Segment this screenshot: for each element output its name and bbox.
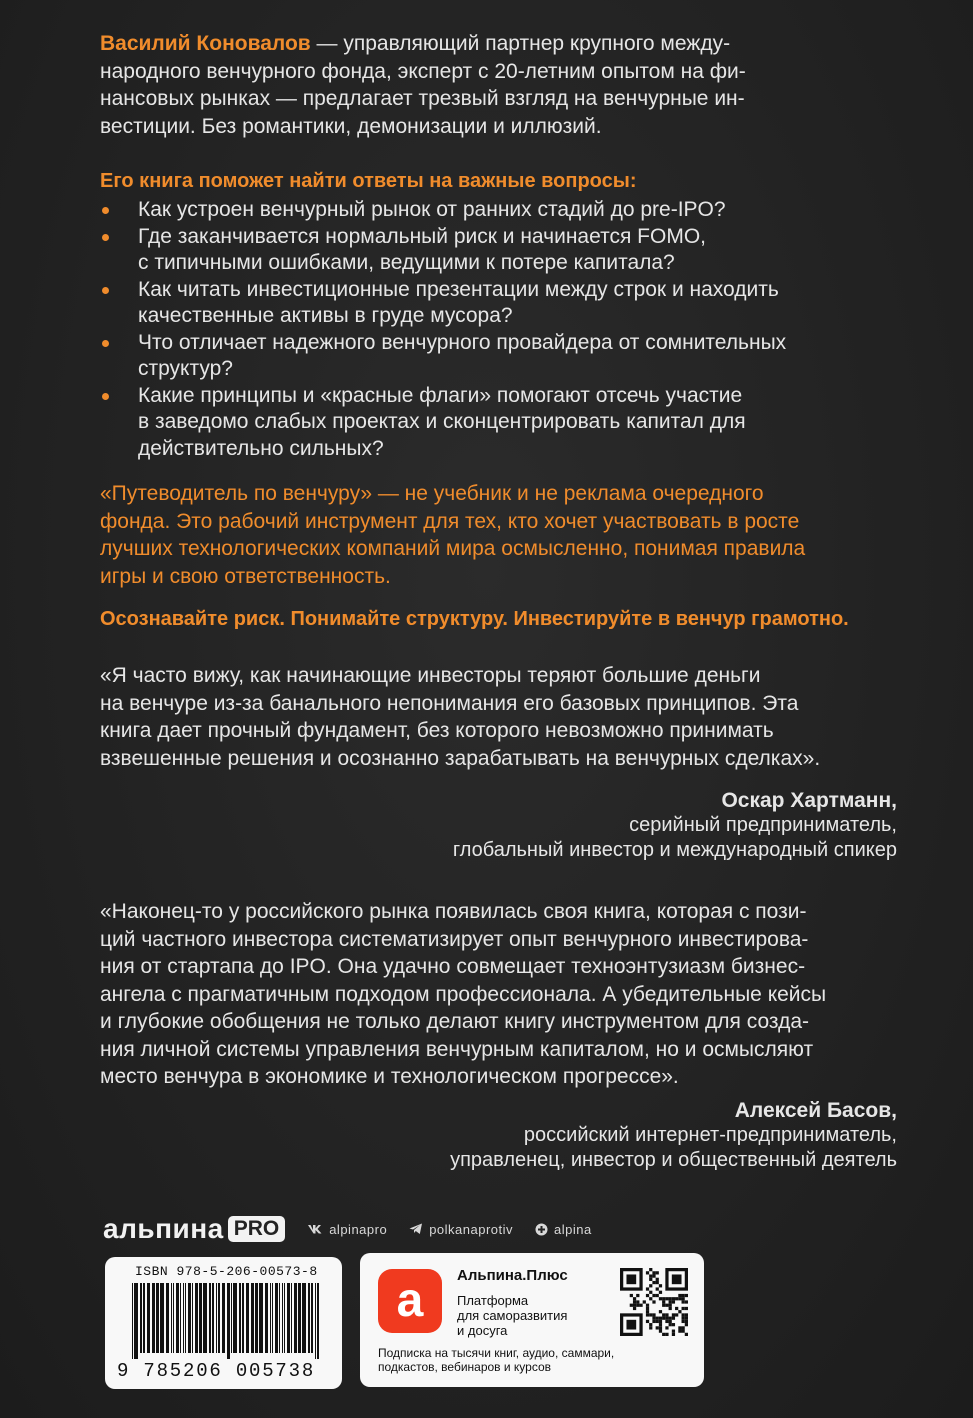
- barcode-digits: 9 785206 005738: [117, 1360, 316, 1382]
- endorser-name: Алексей Басов,: [734, 1099, 897, 1122]
- quote-hartmann-signature: [453, 788, 897, 863]
- endorser-name: Оскар Хартманн,: [721, 789, 897, 812]
- social-vk[interactable]: alpinapro: [307, 1222, 387, 1237]
- question-item: Как устроен венчурный рынок от ранних стадий до pre-IPO?: [100, 197, 897, 224]
- publisher-footer: [103, 1213, 592, 1245]
- questions-section: [100, 168, 897, 462]
- qr-code-icon[interactable]: [620, 1268, 688, 1336]
- question-item: Что отличает надежного венчурного провайдера от сомнительных структур?: [100, 330, 897, 383]
- alpina-plus-app-icon: a: [378, 1269, 442, 1333]
- intro-line: народного венчурного фонда, эксперт с 20-летним опытом на фи-: [100, 59, 746, 83]
- barcode-bars: [132, 1283, 322, 1359]
- author-name: Василий Коновалов: [100, 32, 311, 55]
- slogan: Осознавайте риск. Понимайте структуру. Инвестируйте в венчур грамотно.: [100, 608, 849, 630]
- promo-title: Альпина.Плюс: [457, 1267, 568, 1284]
- endorser-role: управленец, инвестор и общественный деятель: [450, 1149, 897, 1171]
- endorser-role: глобальный инвестор и международный спикер: [452, 839, 897, 861]
- max-icon: [535, 1223, 548, 1236]
- isbn-barcode: [105, 1257, 342, 1389]
- intro-line: вестиции. Без романтики, демонизации и иллюзий.: [100, 114, 602, 138]
- quote-basov: «Наконец-то у российского рынка появилась своя книга, которая с пози- ций частного инвестора систематизирует опыт венчурного инвестирова- ния от стартапа до IPO. Она удачно совмещает техноэнтузиазм бизнес- ангела с прагматичным подходом профессионала. А убедительные кейсы и глубокие обобщения не только делают книгу инструментом для созда- ния личной системы управления венчурным капиталом, но и осмысляют место венчура в экономике и технологическом прогрессе».: [100, 900, 827, 1088]
- isbn-number: ISBN 978-5-206-00573-8: [135, 1264, 318, 1279]
- publisher-logo-word: альпина: [103, 1213, 224, 1244]
- social-max[interactable]: alpina: [535, 1222, 592, 1237]
- intro-line: — управляющий партнер крупного между-: [310, 32, 731, 55]
- quote-basov-signature: [450, 1098, 897, 1173]
- vk-icon: [307, 1223, 323, 1235]
- intro-line: нансовых рынках — предлагает трезвый взгляд на венчурные ин-: [100, 87, 745, 110]
- publisher-logo: [103, 1213, 285, 1245]
- questions-list: [100, 197, 897, 462]
- endorser-role: российский интернет-предприниматель,: [523, 1124, 897, 1146]
- question-item: Какие принципы и «красные флаги» помогают отсечь участие в заведомо слабых проектах и сконцентрировать капитал для действительно сильных?: [100, 383, 897, 463]
- promo-footnote: Подписка на тысячи книг, аудио, саммари, подкастов, вебинаров и курсов: [378, 1346, 615, 1374]
- question-item: Как читать инвестиционные презентации между строк и находить качественные активы в груде мусора?: [100, 277, 897, 330]
- endorser-role: серийный предприниматель,: [629, 814, 897, 836]
- author-intro: [100, 30, 897, 140]
- guide-paragraph: «Путеводитель по венчуру» — не учебник и не реклама очередного фонда. Это рабочий инструмент для тех, кто хочет участвовать в росте лучших технологических компаний мира осмысленно, понимая правила игры и свою ответственность.: [100, 482, 806, 588]
- social-telegram[interactable]: polkanaprotiv: [409, 1222, 513, 1237]
- promo-alpina-plus: [360, 1253, 704, 1387]
- quote-hartmann: «Я часто вижу, как начинающие инвесторы теряют большие деньги на венчуре из-за банального непонимания его базовых принципов. Эта книга дает прочный фундамент, без которого невозможно принимать взвешенные решения и осознанно зарабатывать на венчурных сделках».: [100, 664, 821, 770]
- publisher-logo-badge: PRO: [228, 1216, 286, 1242]
- promo-subtitle: Платформа для саморазвития и досуга: [457, 1293, 568, 1338]
- question-item: Где заканчивается нормальный риск и начинается FOMO, с типичными ошибками, ведущими к потере капитала?: [100, 224, 897, 277]
- questions-heading: Его книга поможет найти ответы на важные вопросы:: [100, 170, 637, 192]
- telegram-icon: [409, 1223, 423, 1235]
